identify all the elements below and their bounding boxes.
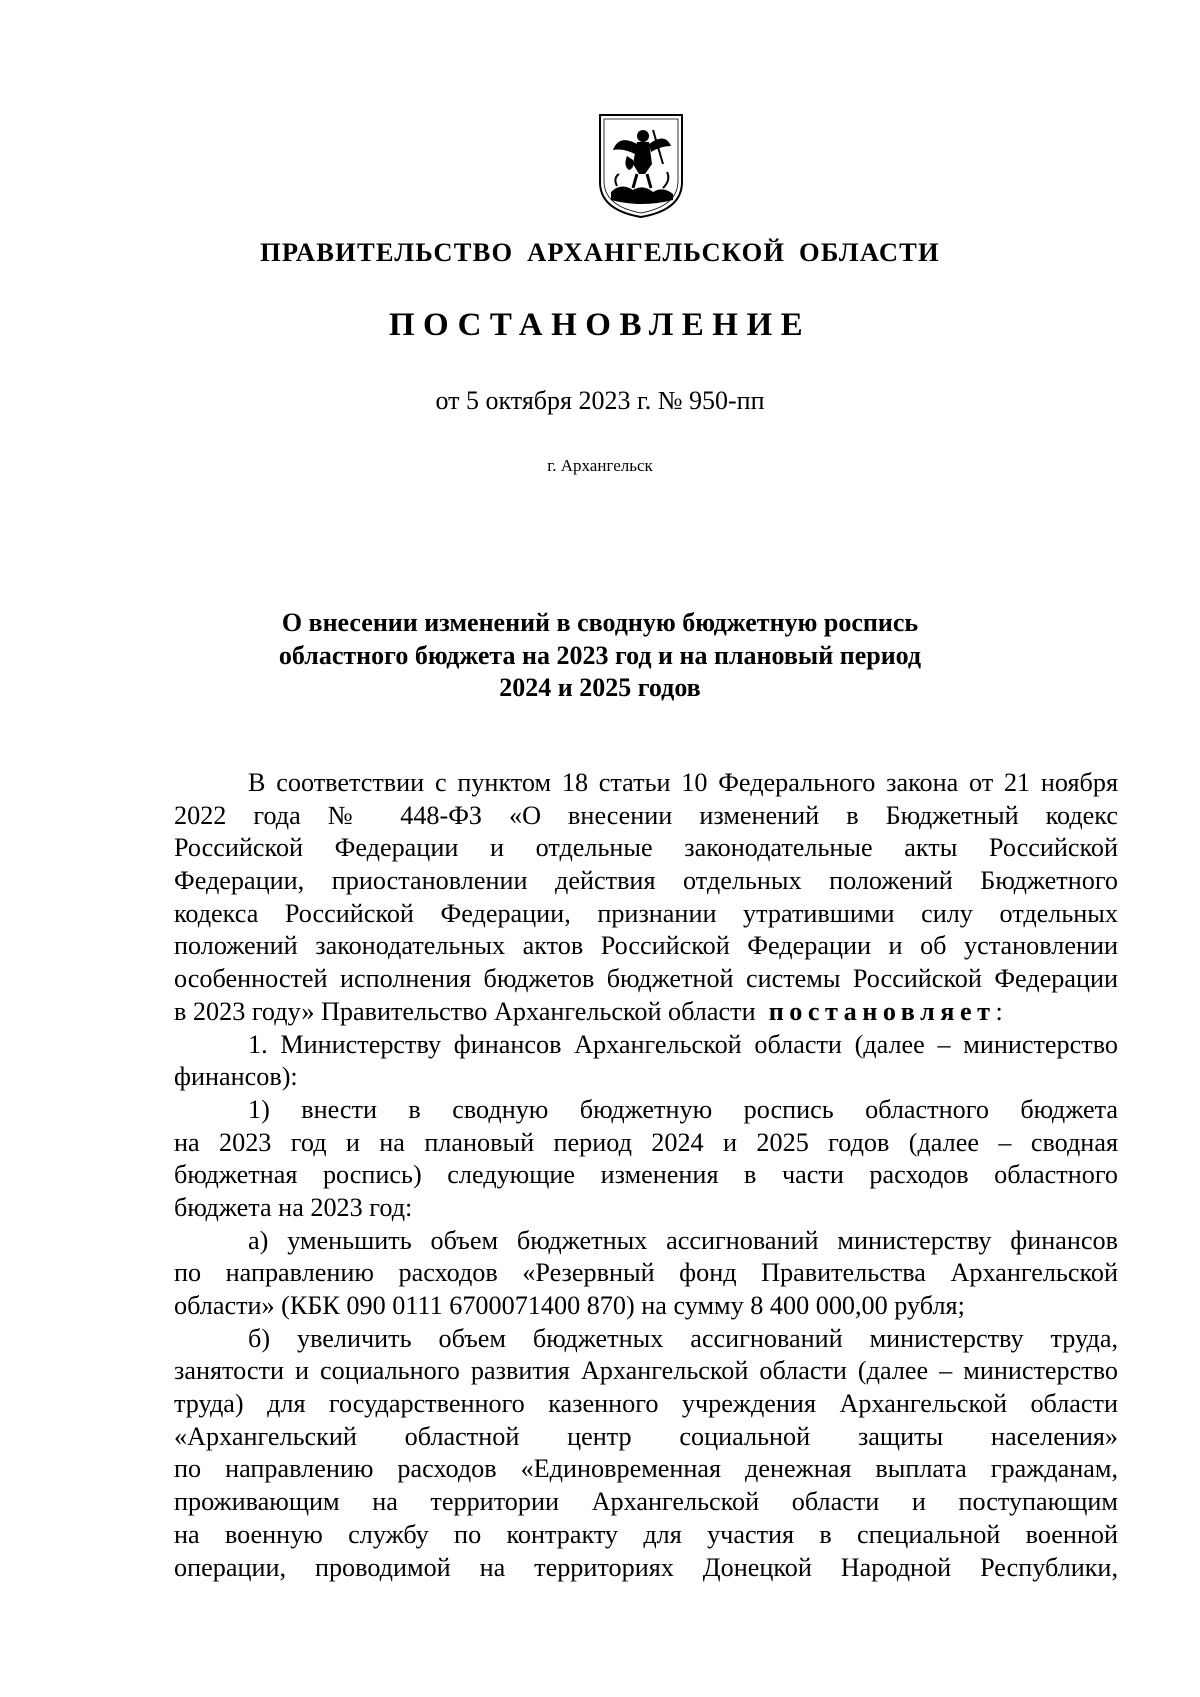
body-line: б) увеличить объем бюджетных ассигнований министерству труда, — [248, 1323, 1118, 1353]
body-line-resolution — [174, 996, 1118, 1029]
body-line: 2022 года № 448-ФЗ «О внесении изменений в Бюджетный кодекс — [174, 800, 1118, 830]
resolves-colon: : — [995, 996, 1003, 1026]
body-line: занятости и социального развития Архангельской области (далее – министерство — [174, 1356, 1118, 1386]
body-line: области» (КБК 090 0111 6700071400 870) на сумму 8 400 000,00 рубля; — [174, 1291, 965, 1320]
body-line: Федерации, приостановлении действия отдельных положений Бюджетного — [174, 866, 1118, 896]
subject-line: 2024 и 2025 годов — [499, 673, 701, 702]
body-line: кодекса Российской Федерации, признании утратившими силу отдельных — [174, 898, 1118, 928]
document-subject — [200, 607, 1000, 705]
resolves-word: постановляет — [768, 996, 996, 1026]
body-line: Российской Федерации и отдельные законодательные акты Российской — [174, 833, 1118, 863]
subject-line: О внесении изменений в сводную бюджетную роспись — [281, 608, 919, 637]
body-line: труда) для государственного казенного учреждения Архангельской области — [174, 1389, 1118, 1419]
body-line: на военную службу по контракту для участия в специальной военной — [174, 1519, 1118, 1549]
government-title: ПРАВИТЕЛЬСТВО АРХАНГЕЛЬСКОЙ ОБЛАСТИ — [260, 237, 940, 267]
body-line: В соответствии с пунктом 18 статьи 10 Федерального закона от 21 ноября — [248, 768, 1118, 797]
body-line: бюджетная роспись) следующие изменения в части расходов областного — [174, 1160, 1118, 1190]
body-line: а) уменьшить объем бюджетных ассигнований министерству финансов — [248, 1225, 1118, 1255]
document-type: ПОСТАНОВЛЕНИЕ — [388, 307, 812, 343]
document-date-number: от 5 октября 2023 г. № 950-пп — [435, 386, 765, 415]
body-line: особенностей исполнения бюджетов бюджетной системы Российской Федерации — [174, 964, 1118, 994]
subject-line: областного бюджета на 2023 год и на плановый период — [278, 640, 922, 670]
body-line: положений законодательных актов Российской Федерации и об установлении — [174, 931, 1118, 961]
body-line: бюджета на 2023 год: — [174, 1192, 413, 1222]
coat-of-arms-emblem — [597, 112, 685, 220]
body-line: проживающим на территории Архангельской области и поступающим — [174, 1487, 1118, 1517]
body-line: по направлению расходов «Единовременная денежная выплата гражданам, — [174, 1454, 1118, 1484]
body-line: «Архангельский областной центр социальной защиты населения» — [174, 1421, 1118, 1451]
body-line: 1) внести в сводную бюджетную роспись областного бюджета — [248, 1094, 1118, 1124]
body-line: операции, проводимой на территориях Донецкой Народной Республики, — [174, 1552, 1118, 1582]
body-line: 1. Министерству финансов Архангельской области (далее – министерство — [248, 1029, 1118, 1059]
document-body — [174, 767, 1118, 1584]
body-line-text: в 2023 году» Правительство Архангельской области — [174, 996, 756, 1026]
body-line: на 2023 год и на плановый период 2024 и 2025 годов (далее – сводная — [174, 1127, 1118, 1157]
document-city: г. Архангельск — [547, 456, 653, 475]
body-line: по направлению расходов «Резервный фонд Правительства Архангельской — [174, 1258, 1118, 1288]
body-line: финансов): — [174, 1062, 298, 1092]
